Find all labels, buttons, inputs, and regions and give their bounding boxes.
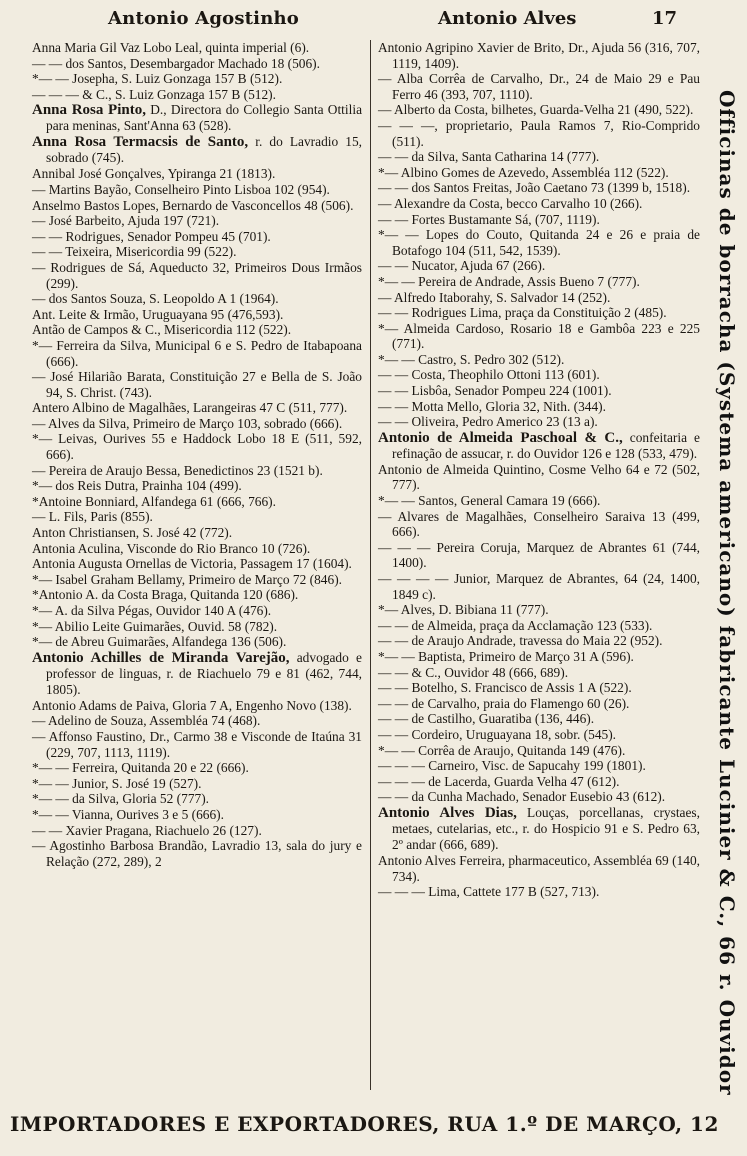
directory-entry: Antero Albino de Magalhães, Larangeiras 47 C (511, 777). xyxy=(32,400,348,416)
directory-entry: *— de Abreu Guimarães, Alfandega 136 (506). xyxy=(32,634,287,650)
directory-entry: *— — Santos, General Camara 19 (666). xyxy=(378,493,601,509)
directory-entry: — Affonso Faustino, Dr., Carmo 38 e Visconde de Itaúna 31 (229, 707, 1113, 1119). xyxy=(32,728,362,760)
directory-entry: — — Botelho, S. Francisco de Assis 1 A (522). xyxy=(378,680,632,696)
directory-entry: — — Teixeira, Misericordia 99 (522). xyxy=(32,244,237,260)
directory-entry: — — —, proprietario, Paula Ramos 7, Rio-Comprido (511). xyxy=(378,117,700,149)
entry-details: Louças, porcellanas, crystaes, metaes, cutelarias, etc., r. do Hospicio 91 e S. Pedro 63, 2º andar (666, 689). xyxy=(392,804,700,852)
directory-entry: *— — Junior, S. José 19 (527). xyxy=(32,775,202,791)
directory-entry: — — Costa, Theophilo Ottoni 113 (601). xyxy=(378,367,600,383)
directory-entry: — — Xavier Pragana, Riachuelo 26 (127). xyxy=(32,822,262,838)
header-right-guide-word: Antonio Alves xyxy=(438,8,577,29)
running-header xyxy=(0,4,747,34)
directory-entry: — — da Cunha Machado, Senador Eusebio 43 (612). xyxy=(378,789,666,805)
directory-entry: *— Ferreira da Silva, Municipal 6 e S. Pedro de Itabapoana (666). xyxy=(32,337,362,369)
directory-entry: *— — Lopes do Couto, Quitanda 24 e 26 e praia de Botafogo 104 (511, 542, 1539). xyxy=(378,227,700,258)
directory-entry: — — da Silva, Santa Catharina 14 (777). xyxy=(378,149,600,165)
directory-entry: — — — — Junior, Marquez de Abrantes, 64 (24, 1400, 1849 c). xyxy=(378,571,700,602)
directory-entry: *— — Castro, S. Pedro 302 (512). xyxy=(378,351,565,367)
directory-entry: — dos Santos Souza, S. Leopoldo A 1 (1964). xyxy=(32,291,279,307)
directory-entry: — — Nucator, Ajuda 67 (266). xyxy=(378,258,546,274)
directory-entry: — — Rodrigues, Senador Pompeu 45 (701). xyxy=(32,228,271,244)
directory-entry xyxy=(32,134,362,166)
directory-entry: *— — Baptista, Primeiro de Março 31 A (596). xyxy=(378,648,634,664)
directory-entry xyxy=(378,430,700,462)
directory-entry: *— Albino Gomes de Azevedo, Assembléa 112 (522). xyxy=(378,164,669,180)
directory-entry: — — — Carneiro, Visc. de Sapucahy 199 (1801). xyxy=(378,758,646,774)
directory-entry: Anna Maria Gil Vaz Lobo Leal, quinta imperial (6). xyxy=(32,40,310,55)
directory-entry: *— Leivas, Ourives 55 e Haddock Lobo 18 E (511, 592, 666). xyxy=(32,431,362,463)
directory-entry: — Alberto da Costa, bilhetes, Guarda-Velha 21 (490, 522). xyxy=(378,102,694,118)
directory-entry xyxy=(378,805,700,853)
directory-entry: Antonio de Almeida Quintino, Cosme Velho 64 e 72 (502, 777). xyxy=(378,461,700,493)
directory-entry: — Alexandre da Costa, becco Carvalho 10 (266). xyxy=(378,195,643,211)
directory-entry: — José Barbeito, Ajuda 197 (721). xyxy=(32,213,220,229)
left-column xyxy=(32,40,362,869)
right-column xyxy=(378,40,700,900)
directory-entry: *— Abilio Leite Guimarães, Ouvid. 58 (782). xyxy=(32,618,278,634)
directory-entry: Anselmo Bastos Lopes, Bernardo de Vasconcellos 48 (506). xyxy=(32,197,354,213)
directory-entry: *— — Josepha, S. Luiz Gonzaga 157 B (512). xyxy=(32,71,283,87)
directory-entry: — — Motta Mello, Gloria 32, Nith. (344). xyxy=(378,398,606,414)
directory-entry: — L. Fils, Paris (855). xyxy=(32,509,153,525)
entry-name: Antonio Achilles de Miranda Varejão, xyxy=(32,649,290,666)
directory-entry: — — Oliveira, Pedro Americo 23 (13 a). xyxy=(378,414,598,430)
directory-entry: *— dos Reis Dutra, Prainha 104 (499). xyxy=(32,478,242,494)
directory-entry: — — Rodrigues Lima, praça da Constituição 2 (485). xyxy=(378,305,667,321)
directory-entry: — — dos Santos Freitas, João Caetano 73 (1399 b, 1518). xyxy=(378,180,691,196)
directory-entry: — — de Castilho, Guaratiba (136, 446). xyxy=(378,711,595,727)
directory-entry: — — de Carvalho, praia do Flamengo 60 (26). xyxy=(378,695,630,711)
directory-entry: — Martins Bayão, Conselheiro Pinto Lisboa 102 (954). xyxy=(32,181,330,197)
directory-entry: Antonio Alves Ferreira, pharmaceutico, Assembléa 69 (140, 734). xyxy=(378,852,700,884)
directory-entry: — Alba Corrêa de Carvalho, Dr., 24 de Maio 29 e Pau Ferro 46 (393, 707, 1110). xyxy=(378,71,700,102)
directory-entry: — — Fortes Bustamante Sá, (707, 1119). xyxy=(378,211,600,227)
directory-entry: *Antonio A. da Costa Braga, Quitanda 120 (686). xyxy=(32,587,299,603)
header-left-guide-word: Antonio Agostinho xyxy=(108,8,299,29)
directory-entry: — José Hilarião Barata, Constituição 27 e Bella de S. João 94, S. Christ. (743). xyxy=(32,369,362,400)
sidebar-advertisement: Officinas de borracha (Systema americano) fabricante Lucinier & C., 66 r. Ouvidor xyxy=(715,90,739,1096)
directory-entry: Ant. Leite & Irmão, Uruguayana 95 (476,593). xyxy=(32,306,284,322)
directory-entry: *— — Vianna, Ourives 3 e 5 (666). xyxy=(32,806,224,822)
directory-entry: — Adelino de Souza, Assembléa 74 (468). xyxy=(32,713,261,729)
directory-entry: *— — Corrêa de Araujo, Quitanda 149 (476). xyxy=(378,742,626,758)
directory-entry: — — dos Santos, Desembargador Machado 18 (506). xyxy=(32,55,320,71)
directory-entry: *— — Ferreira, Quitanda 20 e 22 (666). xyxy=(32,760,249,776)
directory-entry: — — Lisbôa, Senador Pompeu 224 (1001). xyxy=(378,383,612,399)
directory-entry: Annibal José Gonçalves, Ypiranga 21 (1813). xyxy=(32,166,276,182)
directory-entry: *Antoine Bonniard, Alfandega 61 (666, 766). xyxy=(32,493,276,509)
directory-entry: — — & C., Ouvidor 48 (666, 689). xyxy=(378,664,569,680)
directory-entry: — — — de Lacerda, Guarda Velha 47 (612). xyxy=(378,773,620,789)
directory-entry: Anton Christiansen, S. José 42 (772). xyxy=(32,525,233,541)
entry-details: advogado e professor de linguas, r. de Riachuelo 79 e 81 (462, 744, 1805). xyxy=(46,649,363,697)
column-divider xyxy=(370,40,371,1090)
entry-details: confeitaria e refinação de assucar, r. do Ouvidor 126 e 128 (533, 479). xyxy=(392,429,701,461)
directory-entry: — Pereira de Araujo Bessa, Benedictinos 23 (1521 b). xyxy=(32,462,323,478)
directory-entry: — — de Araujo Andrade, travessa do Maia 22 (952). xyxy=(378,633,663,649)
directory-entry: — — — Lima, Cattete 177 B (527, 713). xyxy=(378,884,600,900)
directory-entry: — Alfredo Itaborahy, S. Salvador 14 (252). xyxy=(378,289,611,305)
directory-entry: *— Isabel Graham Bellamy, Primeiro de Março 72 (846). xyxy=(32,571,343,587)
directory-entry: — — — & C., S. Luiz Gonzaga 157 B (512). xyxy=(32,86,276,102)
footer-advertisement: IMPORTADORES E EXPORTADORES, RUA 1.º DE MARÇO, 12 xyxy=(10,1112,719,1136)
entry-name: Anna Rosa Termacsis de Santo, xyxy=(32,134,249,151)
directory-entry: Antonia Aculina, Visconde do Rio Branco 10 (726). xyxy=(32,540,311,556)
entry-name: Antonio de Almeida Paschoal & C., xyxy=(378,429,623,446)
directory-entry: *— — Pereira de Andrade, Assis Bueno 7 (777). xyxy=(378,273,640,289)
directory-entry: *— Alves, D. Bibiana 11 (777). xyxy=(378,602,549,618)
directory-entry: — Agostinho Barbosa Brandão, Lavradio 13, sala do jury e Relação (272, 289), 2 xyxy=(32,838,362,869)
entry-details: D., Directora do Collegio Santa Ottilia para meninas, Sant'Anna 63 (528). xyxy=(46,102,363,134)
entry-name: Anna Rosa Pinto, xyxy=(32,102,146,119)
directory-entry: *— A. da Silva Pégas, Ouvidor 140 A (476). xyxy=(32,603,272,618)
entry-name: Antonio Alves Dias, xyxy=(378,804,517,821)
directory-entry: — — — Pereira Coruja, Marquez de Abrantes 61 (744, 1400). xyxy=(378,539,700,571)
page-number: 17 xyxy=(652,8,678,29)
directory-entry: — Alvares de Magalhães, Conselheiro Saraiva 13 (499, 666). xyxy=(378,508,700,540)
directory-entry xyxy=(32,650,362,698)
directory-entry: — — de Almeida, praça da Acclamação 123 (533). xyxy=(378,617,653,633)
directory-entry: Antonio Adams de Paiva, Gloria 7 A, Engenho Novo (138). xyxy=(32,697,352,713)
directory-entry: *— — da Silva, Gloria 52 (777). xyxy=(32,791,210,807)
directory-entry: Antão de Campos & C., Misericordia 112 (522). xyxy=(32,322,292,338)
directory-entry: — Alves da Silva, Primeiro de Março 103, sobrado (666). xyxy=(32,415,343,431)
entry-details: r. do Lavradio 15, sobrado (745). xyxy=(46,134,362,166)
directory-entry: Antonia Augusta Ornellas de Victoria, Passagem 17 (1604). xyxy=(32,556,352,572)
directory-entry: Antonio Agripino Xavier de Brito, Dr., Ajuda 56 (316, 707, 1119, 1409). xyxy=(378,40,700,71)
directory-entry: *— Almeida Cardoso, Rosario 18 e Gambôa 223 e 225 (771). xyxy=(378,320,700,352)
directory-entry: — — Cordeiro, Uruguayana 18, sobr. (545). xyxy=(378,726,617,742)
directory-entry: — Rodrigues de Sá, Aqueducto 32, Primeiros Dous Irmãos (299). xyxy=(32,259,362,291)
directory-entry xyxy=(32,102,362,134)
